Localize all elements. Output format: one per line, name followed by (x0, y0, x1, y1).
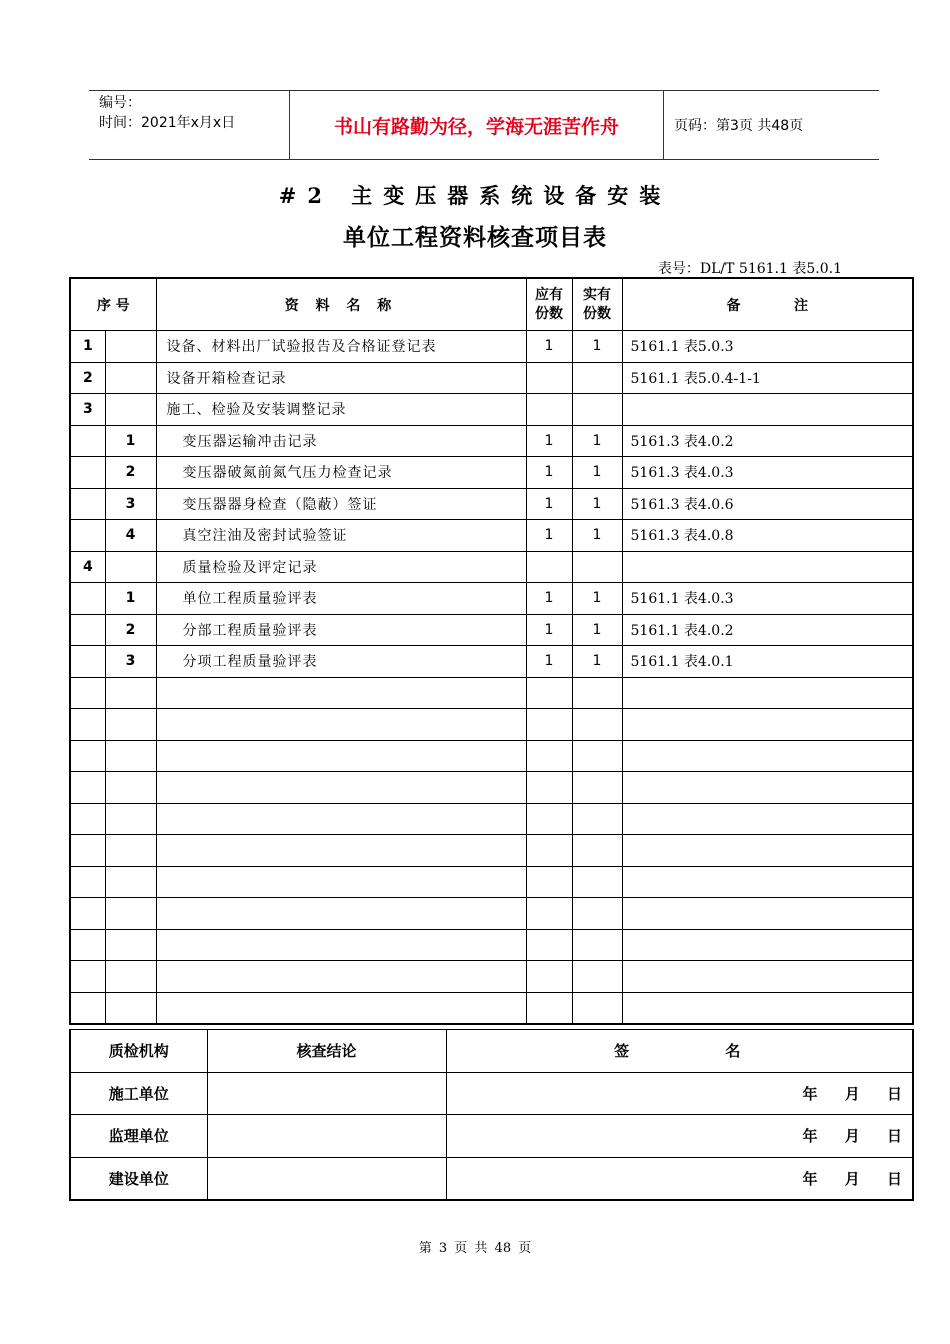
row-required-count: 1 (526, 583, 572, 615)
signoff-date[interactable]: 年 月 日 (446, 1157, 913, 1200)
row-required-count (526, 551, 572, 583)
row-required-count (526, 362, 572, 394)
time-label: 时间：2021年x月x日 (99, 115, 236, 131)
row-subnumber (105, 331, 156, 363)
header-name: 资 料 名 称 (156, 278, 526, 331)
row-subnumber (105, 551, 156, 583)
header-required (526, 278, 572, 331)
row-subnumber: 1 (105, 583, 156, 615)
row-number[interactable] (70, 803, 105, 835)
row-subnumber (105, 394, 156, 426)
row-document-name[interactable] (156, 992, 526, 1024)
row-required-count[interactable] (526, 898, 572, 930)
row-required-count[interactable] (526, 709, 572, 741)
table-row (70, 583, 913, 615)
row-subnumber[interactable] (105, 803, 156, 835)
table-row (70, 488, 913, 520)
row-note: 5161.3 表4.0.2 (622, 425, 913, 457)
empty-table-row (70, 898, 913, 930)
row-actual-count[interactable] (572, 929, 622, 961)
row-note[interactable] (622, 992, 913, 1024)
row-note: 5161.3 表4.0.3 (622, 457, 913, 489)
header-required-line2: 份数 (535, 305, 563, 322)
row-note: 5161.1 表5.0.4-1-1 (622, 362, 913, 394)
row-actual-count[interactable] (572, 677, 622, 709)
title-line-1: #2 主变压器系统设备安装 (278, 183, 672, 208)
row-document-name: 真空注油及密封试验签证 (156, 520, 526, 552)
row-actual-count: 1 (572, 520, 622, 552)
row-note[interactable] (622, 772, 913, 804)
empty-table-row (70, 772, 913, 804)
row-number[interactable] (70, 992, 105, 1024)
serial-label: 编号： (99, 95, 141, 111)
row-document-name: 变压器器身检查（隐蔽）签证 (156, 488, 526, 520)
row-actual-count (572, 362, 622, 394)
signoff-header-org: 质检机构 (70, 1030, 207, 1073)
row-document-name: 分项工程质量验评表 (156, 646, 526, 678)
table-row (70, 551, 913, 583)
row-number[interactable] (70, 961, 105, 993)
row-number (70, 583, 105, 615)
row-document-name[interactable] (156, 961, 526, 993)
row-note[interactable] (622, 898, 913, 930)
row-document-name[interactable] (156, 835, 526, 867)
row-subnumber: 2 (105, 457, 156, 489)
row-document-name[interactable] (156, 772, 526, 804)
row-required-count: 1 (526, 457, 572, 489)
page-footer: 第 3 页 共 48 页 (418, 1241, 532, 1256)
row-required-count[interactable] (526, 866, 572, 898)
form-number: 表号：DL/T 5161.1 表5.0.1 (657, 261, 842, 277)
document-header (89, 90, 879, 160)
row-note: 5161.1 表4.0.3 (622, 583, 913, 615)
row-subnumber (105, 362, 156, 394)
table-row (70, 457, 913, 489)
motto: 书山有路勤为径，学海无涯苦作舟 (290, 91, 664, 159)
row-note (622, 394, 913, 426)
empty-table-row (70, 992, 913, 1024)
signoff-org: 监理单位 (70, 1115, 207, 1158)
records-table-body (70, 278, 913, 1024)
row-note[interactable] (622, 740, 913, 772)
row-subnumber[interactable] (105, 992, 156, 1024)
row-document-name[interactable] (156, 929, 526, 961)
row-actual-count[interactable] (572, 866, 622, 898)
row-document-name: 单位工程质量验评表 (156, 583, 526, 615)
table-row (70, 614, 913, 646)
header-note: 备 注 (622, 278, 913, 331)
row-actual-count[interactable] (572, 709, 622, 741)
row-document-name: 设备开箱检查记录 (156, 362, 526, 394)
row-number (70, 488, 105, 520)
row-note[interactable] (622, 929, 913, 961)
row-actual-count[interactable] (572, 772, 622, 804)
row-note[interactable] (622, 835, 913, 867)
row-subnumber[interactable] (105, 709, 156, 741)
row-number (70, 520, 105, 552)
row-document-name: 施工、检验及安装调整记录 (156, 394, 526, 426)
row-required-count[interactable] (526, 740, 572, 772)
signoff-conclusion-cell[interactable] (207, 1157, 446, 1200)
row-number[interactable] (70, 740, 105, 772)
row-actual-count (572, 394, 622, 426)
row-number[interactable] (70, 772, 105, 804)
row-number (70, 457, 105, 489)
row-actual-count (572, 551, 622, 583)
row-actual-count[interactable] (572, 835, 622, 867)
row-note[interactable] (622, 677, 913, 709)
signoff-org: 建设单位 (70, 1157, 207, 1200)
table-row (70, 362, 913, 394)
row-note: 5161.1 表4.0.2 (622, 614, 913, 646)
row-number: 4 (70, 551, 105, 583)
row-document-name: 变压器运输冲击记录 (156, 425, 526, 457)
signoff-conclusion-cell[interactable] (207, 1072, 446, 1115)
row-required-count: 1 (526, 488, 572, 520)
row-required-count[interactable] (526, 772, 572, 804)
row-number: 3 (70, 394, 105, 426)
row-actual-count: 1 (572, 583, 622, 615)
row-number (70, 646, 105, 678)
row-actual-count[interactable] (572, 992, 622, 1024)
row-note: 5161.1 表5.0.3 (622, 331, 913, 363)
row-number[interactable] (70, 835, 105, 867)
signoff-header-signature: 签 名 (446, 1030, 913, 1073)
row-note[interactable] (622, 803, 913, 835)
empty-table-row (70, 740, 913, 772)
row-document-name[interactable] (156, 677, 526, 709)
row-required-count: 1 (526, 520, 572, 552)
row-required-count: 1 (526, 646, 572, 678)
row-subnumber: 1 (105, 425, 156, 457)
table-row (70, 394, 913, 426)
row-required-count: 1 (526, 425, 572, 457)
row-actual-count: 1 (572, 425, 622, 457)
empty-table-row (70, 709, 913, 741)
row-document-name[interactable] (156, 898, 526, 930)
empty-table-row (70, 866, 913, 898)
signoff-header-row (70, 1030, 913, 1073)
signoff-row (70, 1157, 913, 1200)
empty-table-row (70, 677, 913, 709)
row-subnumber: 3 (105, 646, 156, 678)
row-actual-count[interactable] (572, 961, 622, 993)
row-document-name: 质量检验及评定记录 (156, 551, 526, 583)
row-required-count[interactable] (526, 803, 572, 835)
title-line-2: 单位工程资料核查项目表 (343, 224, 607, 251)
row-subnumber[interactable] (105, 898, 156, 930)
row-actual-count[interactable] (572, 898, 622, 930)
header-actual-line1: 实有 (583, 286, 611, 303)
row-subnumber: 4 (105, 520, 156, 552)
row-required-count: 1 (526, 614, 572, 646)
header-meta (89, 91, 290, 159)
row-subnumber[interactable] (105, 772, 156, 804)
row-actual-count: 1 (572, 488, 622, 520)
row-number: 1 (70, 331, 105, 363)
empty-table-row (70, 835, 913, 867)
table-header-row (70, 278, 913, 331)
table-row (70, 425, 913, 457)
row-number[interactable] (70, 709, 105, 741)
signoff-org: 施工单位 (70, 1072, 207, 1115)
header-required-line1: 应有 (535, 286, 563, 303)
row-document-name[interactable] (156, 803, 526, 835)
signoff-table (69, 1029, 914, 1201)
signoff-header-conclusion: 核查结论 (207, 1030, 446, 1073)
row-actual-count[interactable] (572, 740, 622, 772)
row-subnumber[interactable] (105, 677, 156, 709)
row-document-name: 分部工程质量验评表 (156, 614, 526, 646)
signoff-row (70, 1072, 913, 1115)
row-document-name[interactable] (156, 709, 526, 741)
page-info: 页码：第3页 共48页 (674, 118, 804, 134)
signoff-date[interactable]: 年 月 日 (446, 1072, 913, 1115)
row-number[interactable] (70, 929, 105, 961)
row-number[interactable] (70, 898, 105, 930)
row-note: 5161.3 表4.0.6 (622, 488, 913, 520)
row-document-name[interactable] (156, 740, 526, 772)
row-subnumber[interactable] (105, 929, 156, 961)
row-subnumber: 2 (105, 614, 156, 646)
header-seq: 序 号 (70, 278, 156, 331)
row-required-count[interactable] (526, 677, 572, 709)
row-subnumber: 3 (105, 488, 156, 520)
row-required-count[interactable] (526, 929, 572, 961)
empty-table-row (70, 803, 913, 835)
row-subnumber[interactable] (105, 740, 156, 772)
row-note[interactable] (622, 709, 913, 741)
row-note[interactable] (622, 961, 913, 993)
row-required-count[interactable] (526, 961, 572, 993)
row-required-count: 1 (526, 331, 572, 363)
row-number[interactable] (70, 866, 105, 898)
row-note (622, 551, 913, 583)
row-document-name: 变压器破氮前氮气压力检查记录 (156, 457, 526, 489)
row-actual-count: 1 (572, 457, 622, 489)
table-row (70, 646, 913, 678)
table-row (70, 520, 913, 552)
header-actual (572, 278, 622, 331)
row-required-count[interactable] (526, 835, 572, 867)
row-required-count (526, 394, 572, 426)
row-number (70, 425, 105, 457)
row-subnumber[interactable] (105, 835, 156, 867)
signoff-conclusion-cell[interactable] (207, 1115, 446, 1158)
row-note: 5161.3 表4.0.8 (622, 520, 913, 552)
row-note[interactable] (622, 866, 913, 898)
row-document-name: 设备、材料出厂试验报告及合格证登记表 (156, 331, 526, 363)
table-row (70, 331, 913, 363)
signoff-date[interactable]: 年 月 日 (446, 1115, 913, 1158)
row-number: 2 (70, 362, 105, 394)
signoff-row (70, 1115, 913, 1158)
empty-table-row (70, 929, 913, 961)
row-actual-count[interactable] (572, 803, 622, 835)
records-table (69, 277, 914, 1025)
row-subnumber[interactable] (105, 866, 156, 898)
row-actual-count: 1 (572, 646, 622, 678)
header-actual-line2: 份数 (583, 305, 611, 322)
row-number (70, 614, 105, 646)
row-required-count[interactable] (526, 992, 572, 1024)
empty-table-row (70, 961, 913, 993)
row-document-name[interactable] (156, 866, 526, 898)
row-note: 5161.1 表4.0.1 (622, 646, 913, 678)
row-subnumber[interactable] (105, 961, 156, 993)
row-actual-count: 1 (572, 614, 622, 646)
row-number[interactable] (70, 677, 105, 709)
row-actual-count: 1 (572, 331, 622, 363)
